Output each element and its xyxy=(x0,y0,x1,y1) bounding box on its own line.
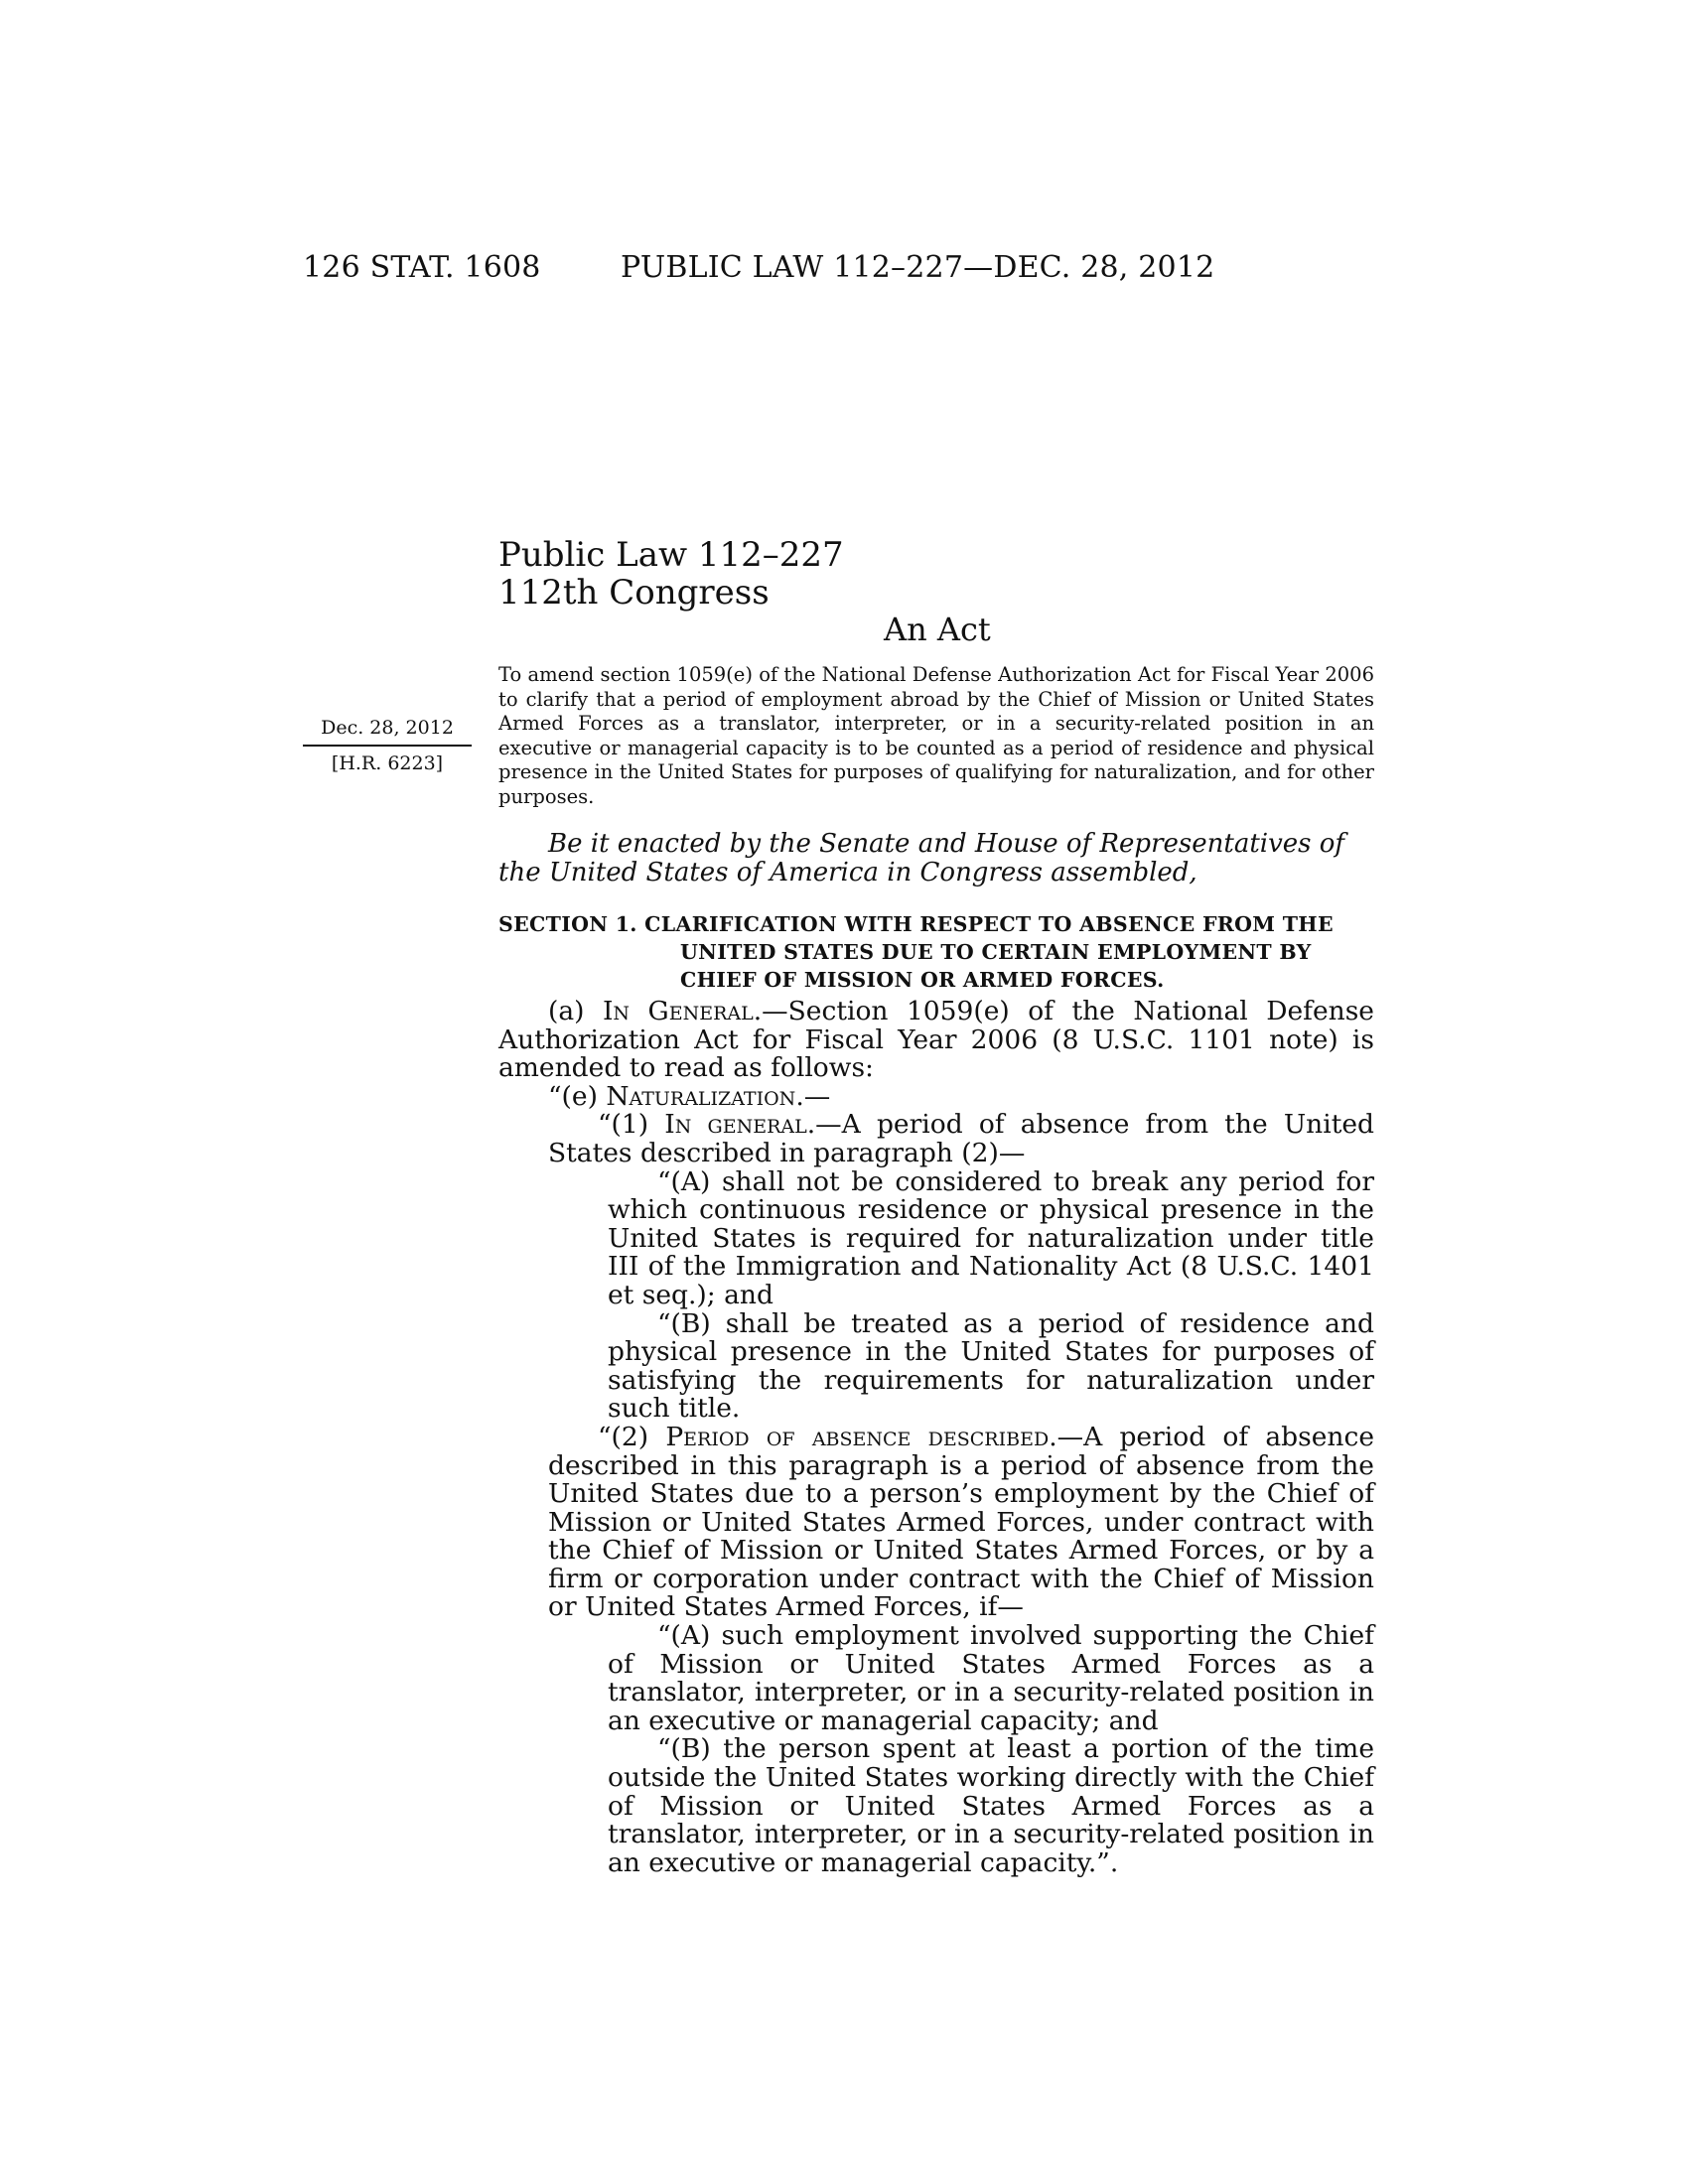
subsection-label: “(e) xyxy=(548,1080,607,1112)
section-heading-line: UNITED STATES DUE TO CERTAIN EMPLOYMENT BY xyxy=(680,940,1312,964)
subsection-label: (a) xyxy=(548,996,603,1026)
paragraph-text: .—A period of absence from the United States described in paragraph (2)— xyxy=(548,1109,1375,1168)
subsection-a xyxy=(498,998,1374,1083)
paragraph-2 xyxy=(498,1421,1375,1623)
section-heading-line: CHIEF OF MISSION OR ARMED FORCES. xyxy=(680,968,1165,992)
sidenote-rule xyxy=(303,745,472,747)
margin-sidenote xyxy=(303,715,472,776)
paragraph-heading: In general xyxy=(664,1109,807,1141)
subparagraph-1b: “(B) shall be treated as a period of residence and physical presence in the United States for purposes of satisfying the requirements for naturalization under such title. xyxy=(608,1307,1374,1425)
running-head-law-date: PUBLIC LAW 112–227—DEC. 28, 2012 xyxy=(621,250,1215,285)
subsection-dash: .— xyxy=(795,1080,831,1112)
subsection-e xyxy=(498,1080,1374,1112)
congress-label: 112th Congress xyxy=(498,573,770,613)
section-body xyxy=(498,998,1374,1877)
paragraph-1 xyxy=(498,1111,1374,1167)
subparagraph-2b: “(B) the person spent at least a portion of the time outside the United States working directly with the Chief of Mission or United States Armed Forces as a translator, interpreter, or in a security-related position in an executive or managerial capacity.”. xyxy=(608,1733,1374,1878)
subsection-text: .—Section 1059(e) of the National Defense Authorization Act for Fiscal Year 2006 (8 U.S.C. 1101 note) is amended to read as follows: xyxy=(498,996,1374,1084)
public-law-number: Public Law 112–227 xyxy=(498,535,844,575)
paragraph-label: “(2) xyxy=(598,1421,666,1452)
subsection-heading: Naturalization xyxy=(606,1080,796,1112)
enacting-clause: Be it enacted by the Senate and House of Representatives of the United States of America in Congress assembled, xyxy=(498,829,1345,887)
sidenote-date: Dec. 28, 2012 xyxy=(321,717,454,739)
section-heading xyxy=(498,910,1374,994)
paragraph-heading: Period of absence described xyxy=(665,1421,1050,1452)
subparagraph-2a: “(A) such employment involved supporting the Chief of Mission or United States Armed Forces as a translator, interpreter, or in a security-related position in an executive or managerial capacity; and xyxy=(608,1620,1374,1736)
sidenote-bill-number: [H.R. 6223] xyxy=(331,752,444,774)
stat-page-reference: 126 STAT. 1608 xyxy=(303,250,541,285)
paragraph-text: .—A period of absence described in this paragraph is a period of absence from the United States due to a person’s employment by the Chief of Mission or United States Armed Forces, under contract with the Chief of Mission or United States Armed Forces, or by a firm or corporation under contract with the Chief of Mission or United States Armed Forces, if— xyxy=(548,1421,1375,1623)
act-purpose: To amend section 1059(e) of the National Defense Authorization Act for Fiscal Year 2006 to clarify that a period of employment abroad by the Chief of Mission or United States Armed Forces as a translator, interpreter, or in a security-related position in an executive or managerial capacity is to be counted as a period of residence and physical presence in the United States for purposes of qualifying for naturalization, and for other purposes. xyxy=(498,663,1374,808)
section-heading-line: SECTION 1. CLARIFICATION WITH RESPECT TO ABSENCE FROM THE xyxy=(498,912,1334,936)
an-act-heading: An Act xyxy=(884,611,991,648)
subparagraph-1a: “(A) shall not be considered to break any period for which continuous residence or physical presence in the United States is required for naturalization under title III of the Immigration and Nationality Act (8 U.S.C. 1401 et seq.); and xyxy=(608,1165,1374,1310)
paragraph-label: “(1) xyxy=(598,1109,665,1141)
subsection-heading: In General xyxy=(602,996,754,1026)
